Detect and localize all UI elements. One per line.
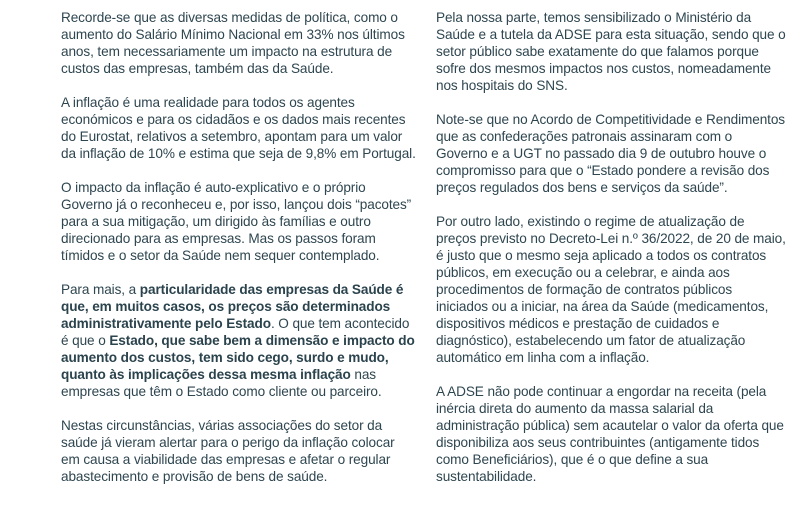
text-segment: Para mais, a xyxy=(61,282,140,297)
paragraph: A inflação é uma realidade para todos os agentes económicos e para os cidadãos e os dados mais recentes do Eurostat, relativos a setembro, apontam para um valor da inflação de 10% e estima que seja de 9,8% em Portugal. xyxy=(61,95,416,161)
text-segment: nas empresas que têm o Estado como cliente ou parceiro. xyxy=(61,367,382,399)
paragraph: Por outro lado, existindo o regime de atualização de preços previsto no Decreto-Lei n.º 36/2022, de 20 de maio, é justo que o mesmo seja aplicado a todos os contratos públicos, em execução ou a celebrar, e ainda aos procedimentos de formação de contratos públicos iniciados ou a iniciar, na área da Saúde (medicamentos, dispositivos médicos e prestação de cuidados e diagnóstico), estabelecendo um fator de atualização automático em linha com a inflação. xyxy=(436,214,786,365)
left-column xyxy=(61,9,416,485)
paragraph-with-emphasis xyxy=(61,281,416,400)
paragraph: A ADSE não pode continuar a engordar na receita (pela inércia direta do aumento da massa salarial da administração pública) sem acautelar o valor da oferta que disponibiliza aos seus contribuintes (antigamente tidos como Beneficiários), que é o que define a sua sustentabilidade. xyxy=(436,384,784,484)
bold-text-segment: Estado, que sabe bem a dimensão e impacto do aumento dos custos, tem sido cego, surdo e mudo, quanto às implicações dessa mesma inflação xyxy=(61,333,415,382)
paragraph: Note-se que no Acordo de Competitividade e Rendimentos que as confederações patronais assinaram com o Governo e a UGT no passado dia 9 de outubro houve o compromisso para que o “Estado pondere a revisão dos preços regulados dos bens e serviços da saúde”. xyxy=(436,112,786,195)
paragraph: O impacto da inflação é auto-explicativo e o próprio Governo já o reconheceu e, por isso, lançou dois “pacotes” para a sua mitigação, um dirigido às famílias e outro direcionado para as empresas. Mas os passos foram tímidos e o setor da Saúde nem sequer contemplado. xyxy=(61,180,412,263)
right-column xyxy=(436,9,786,485)
paragraph: Pela nossa parte, temos sensibilizado o Ministério da Saúde e a tutela da ADSE para esta situação, sendo que o setor público sabe exatamente do que falamos porque sofre dos mesmos impactos nos custos, nomeadamente nos hospitais do SNS. xyxy=(436,10,786,93)
bold-text-segment: particularidade das empresas da Saúde é que, em muitos casos, os preços são determinados administrativamente pelo Estado xyxy=(61,282,404,331)
paragraph: Nestas circunstâncias, várias associações do setor da saúde já vieram alertar para o perigo da inflação colocar em causa a viabilidade das empresas e afetar o regular abastecimento e provisão de bens de saúde. xyxy=(61,418,395,484)
text-segment: . O que tem acontecido é que o xyxy=(61,316,410,348)
paragraph: Recorde-se que as diversas medidas de política, como o aumento do Salário Mínimo Nacional em 33% nos últimos anos, tem necessariamente um impacto na estrutura de custos das empresas, também das da Saúde. xyxy=(61,10,405,76)
